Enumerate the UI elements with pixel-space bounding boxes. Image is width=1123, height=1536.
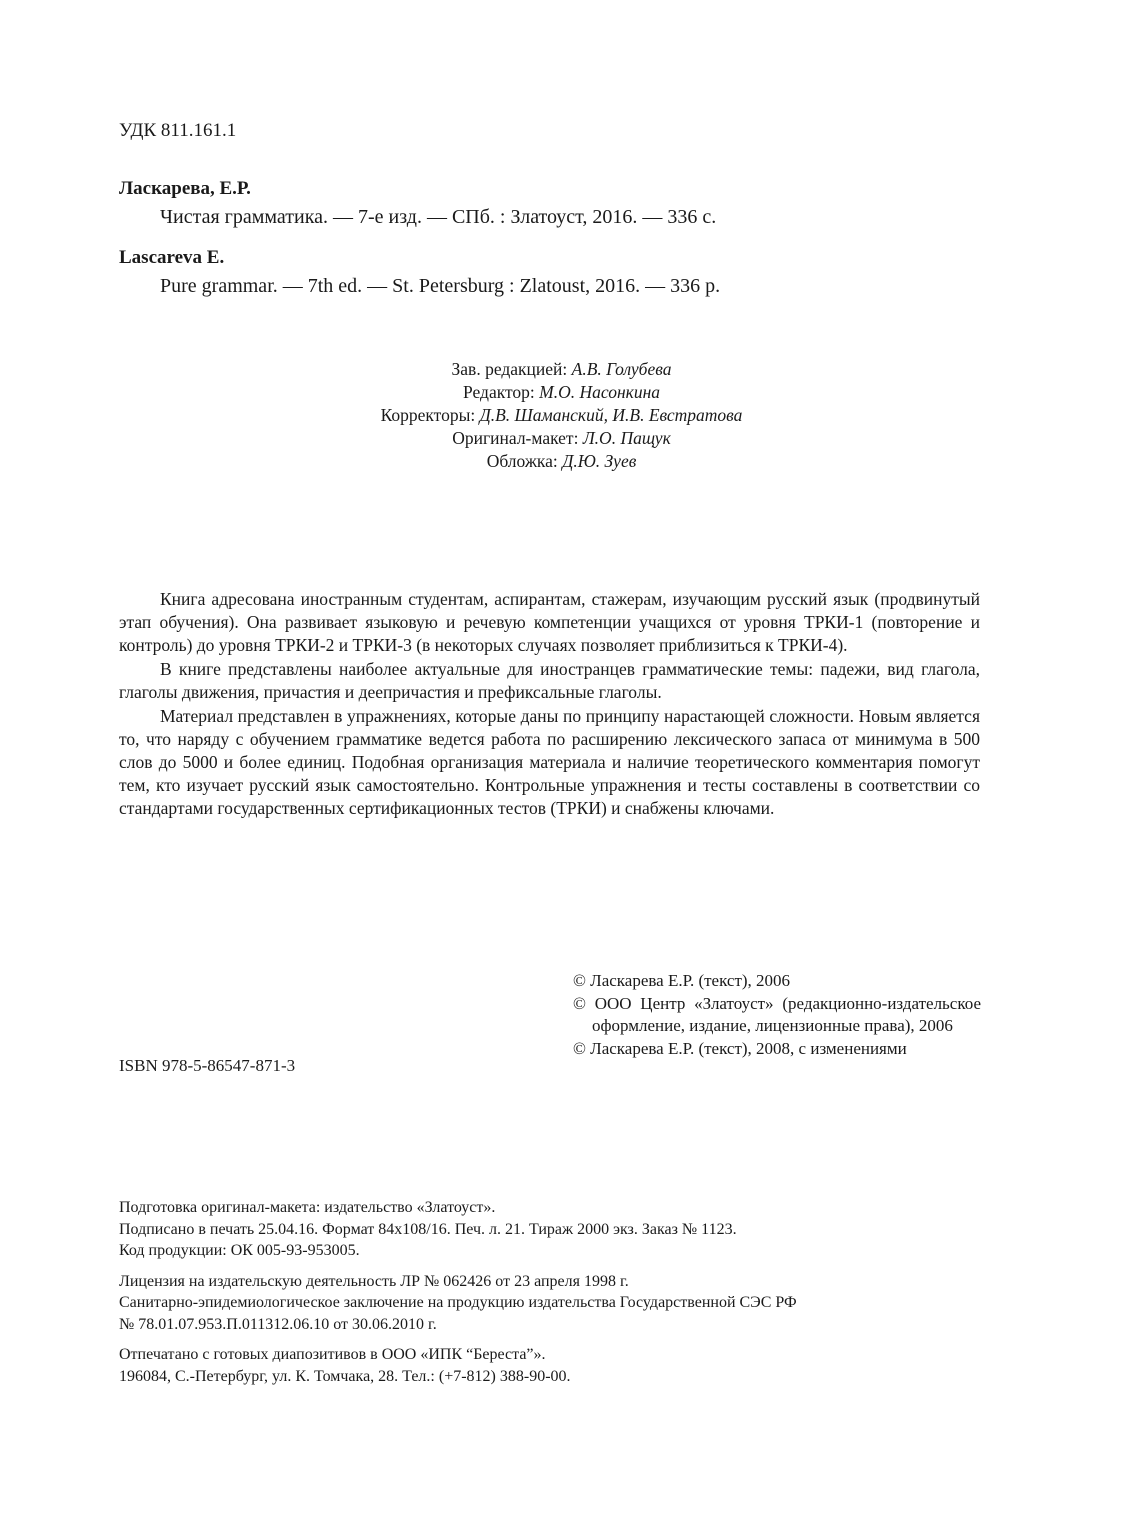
- copyright-line: © ООО Центр «Златоуст» (редакционно-издательское оформление, издание, лицензионные права), 2006: [573, 993, 981, 1035]
- credit-line: [300, 427, 823, 450]
- imprint-line: 196084, С.-Петербург, ул. К. Томчака, 28. Тел.: (+7-812) 388-90-00.: [119, 1367, 571, 1385]
- credit-line: [300, 381, 823, 404]
- imprint-line: Лицензия на издательскую деятельность ЛР № 062426 от 23 апреля 1998 г.: [119, 1272, 629, 1290]
- annotation-paragraph: Материал представлен в упражнениях, которые даны по принципу нарастающей сложности. Новым является то, что наряду с обучением грамматике ведется работа по расширению лексического запаса от минимума в 500 слов до 5000 и более единиц. Подобная организация материала и наличие теоретического комментария помогут тем, кто изучает русский язык самостоятельно. Контрольные упражнения и тесты составлены в соответствии со стандартами государственных сертификационных тестов (ТРКИ) и снабжены ключами.: [119, 706, 980, 818]
- bibliographic-entry-en: Pure grammar. — 7th ed. — St. Petersburg : Zlatoust, 2016. — 336 p.: [160, 275, 721, 297]
- author-ru: Ласкарева, Е.Р.: [119, 178, 251, 199]
- imprint-line: Подписано в печать 25.04.16. Формат 84х108/16. Печ. л. 21. Тираж 2000 экз. Заказ № 1123.: [119, 1220, 737, 1238]
- credit-role: Оригинал-макет:: [452, 428, 579, 448]
- annotation-paragraph: Книга адресована иностранным студентам, аспирантам, стажерам, изучающим русский язык (продвинутый этап обучения). Она развивает языковую и речевую компетенции учащихся от уровня ТРКИ-1 (повторение и контроль) до уровня ТРКИ-2 и ТРКИ-3 (в некоторых случаях позволяет приблизиться к ТРКИ-4).: [119, 589, 980, 655]
- copyright-line: © Ласкарева Е.Р. (текст), 2008, с изменениями: [573, 1038, 907, 1058]
- copyright-line: © Ласкарева Е.Р. (текст), 2006: [573, 971, 791, 990]
- udk-code: УДК 811.161.1: [119, 120, 237, 141]
- imprint-printer: [119, 1344, 979, 1387]
- credit-name: Д.Ю. Зуев: [562, 451, 637, 471]
- imprint-line: Подготовка оригинал-макета: издательство «Златоуст».: [119, 1199, 496, 1216]
- annotation-paragraph: В книге представлены наиболее актуальные для иностранцев грамматические темы: падежи, вид глагола, глаголы движения, причастия и деепричастия и префиксальные глаголы.: [119, 659, 980, 702]
- author-en: Lascareva E.: [119, 247, 225, 268]
- credit-role: Зав. редакцией:: [451, 359, 568, 379]
- credit-line: [300, 450, 823, 473]
- isbn: ISBN 978-5-86547-871-3: [119, 1056, 296, 1075]
- credit-role: Корректоры:: [380, 405, 476, 425]
- imprint-line: Санитарно-эпидемиологическое заключение на продукцию издательства Государственной СЭС РФ: [119, 1294, 797, 1311]
- editorial-credits: [300, 358, 823, 473]
- imprint: [119, 1197, 979, 1387]
- annotation: [119, 588, 980, 820]
- credit-role: Редактор:: [463, 382, 535, 402]
- bibliographic-entry-ru: Чистая грамматика. — 7-е изд. — СПб. : Златоуст, 2016. — 336 с.: [160, 206, 717, 228]
- credit-name: М.О. Насонкина: [539, 382, 660, 402]
- credit-line: [300, 404, 823, 427]
- credit-line: [300, 358, 823, 381]
- imprint-line: Код продукции: ОК 005-93-953005.: [119, 1242, 360, 1259]
- credit-name: А.В. Голубева: [571, 359, 672, 379]
- imprint-print-info: [119, 1197, 979, 1262]
- credit-name: Д.В. Шаманский, И.В. Евстратова: [479, 405, 743, 425]
- imprint-line: Отпечатано с готовых диапозитивов в ООО «ИПК “Береста”».: [119, 1346, 546, 1363]
- imprint-license: [119, 1271, 979, 1336]
- imprint-line: № 78.01.07.953.П.011312.06.10 от 30.06.2010 г.: [119, 1315, 437, 1333]
- credit-name: Л.О. Пащук: [582, 428, 671, 448]
- credit-role: Обложка:: [486, 451, 558, 471]
- copyright-block: [573, 970, 981, 1060]
